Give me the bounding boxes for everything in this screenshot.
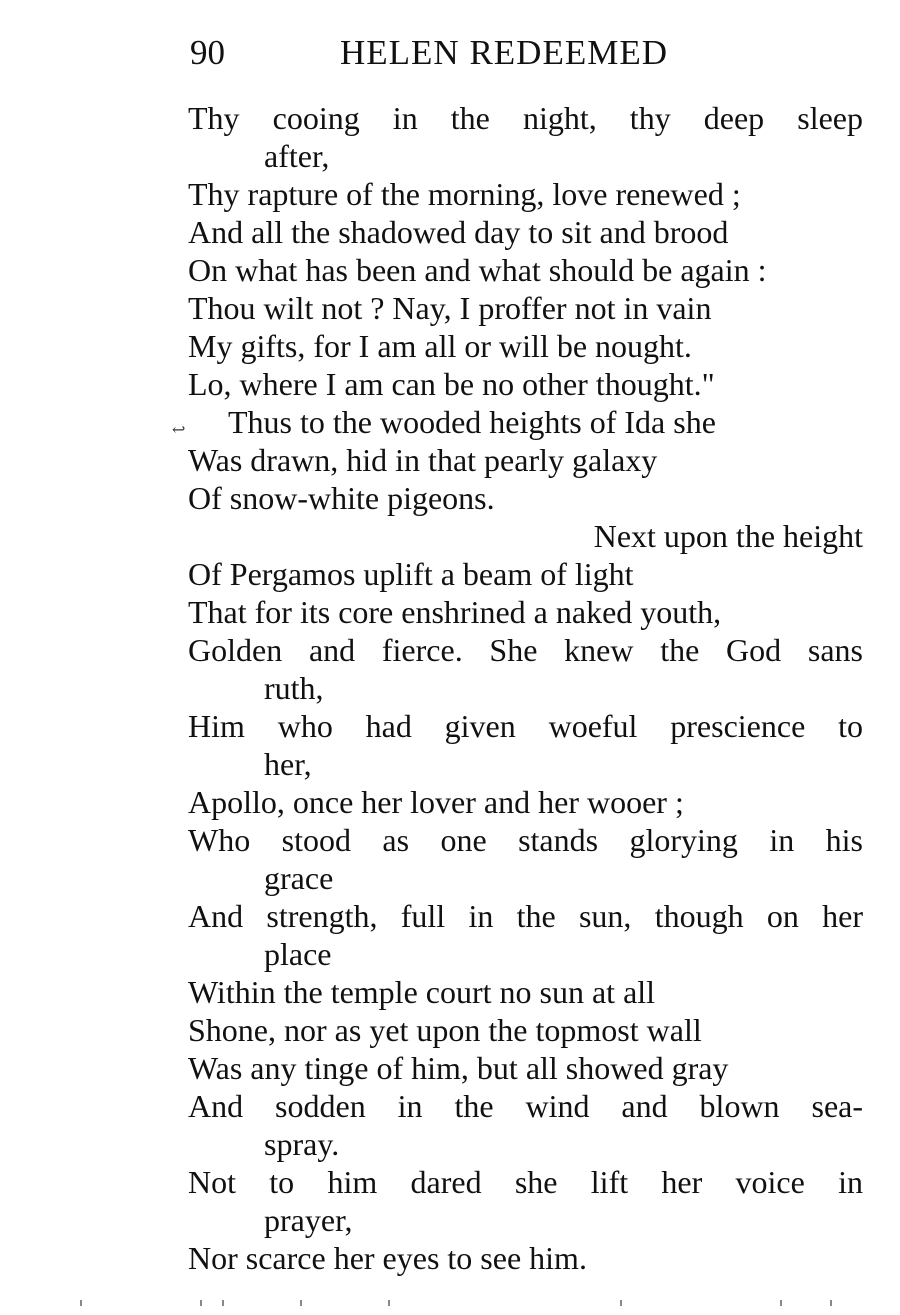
- poem-line: Was any tinge of him, but all showed gray: [188, 1050, 729, 1086]
- poem-line: And all the shadowed day to sit and brood: [188, 214, 729, 250]
- poem-line-continuation: ruth,: [264, 670, 324, 706]
- page-number: 90: [190, 33, 225, 72]
- poem-line: Thy rapture of the morning, love renewed ;: [188, 176, 741, 212]
- poem-line: Golden and fierce. She knew the God sans: [188, 632, 863, 668]
- poem-line: Of Pergamos uplift a beam of light: [188, 556, 634, 592]
- scan-speck: [222, 1300, 224, 1306]
- poem-line: Thou wilt not ? Nay, I proffer not in vain: [188, 290, 712, 326]
- poem-line: Thy cooing in the night, thy deep sleep: [188, 100, 863, 136]
- scan-speck: [780, 1300, 782, 1306]
- poem-line: And strength, full in the sun, though on her: [188, 898, 863, 934]
- poem-line: On what has been and what should be again :: [188, 252, 767, 288]
- poem-line: Not to him dared she lift her voice in: [188, 1164, 863, 1200]
- poem-line: My gifts, for I am all or will be nought.: [188, 328, 692, 364]
- poem-line: Lo, where I am can be no other thought.": [188, 366, 715, 402]
- poem-line: Nor scarce her eyes to see him.: [188, 1240, 587, 1276]
- poem-line-continuation: spray.: [264, 1126, 340, 1162]
- poem-line-continuation: her,: [264, 746, 312, 782]
- poem-line: Thus to the wooded heights of Ida she: [228, 404, 716, 440]
- poem-line: Was drawn, hid in that pearly galaxy: [188, 442, 658, 478]
- scan-speck: [620, 1300, 622, 1306]
- poem-line-continuation: grace: [264, 860, 334, 896]
- scan-speck: [830, 1300, 832, 1306]
- poem-line: And sodden in the wind and blown sea-: [188, 1088, 863, 1124]
- poem-text: [188, 99, 863, 1277]
- poem-line: Who stood as one stands glorying in his: [188, 822, 863, 858]
- poem-line-continuation: place: [264, 936, 332, 972]
- poem-line: Shone, nor as yet upon the topmost wall: [188, 1012, 702, 1048]
- running-header: [190, 28, 870, 78]
- poem-line: Of snow-white pigeons.: [188, 480, 495, 516]
- poem-line: Within the temple court no sun at all: [188, 974, 656, 1010]
- scan-speck: [200, 1300, 202, 1306]
- scan-speck: [80, 1300, 82, 1306]
- poem-line: Him who had given woeful prescience to: [188, 708, 863, 744]
- scan-speck: [388, 1300, 390, 1306]
- poem-line: Next upon the height: [593, 518, 863, 554]
- running-title: HELEN REDEEMED: [340, 33, 668, 72]
- poem-line: That for its core enshrined a naked youth,: [188, 594, 722, 630]
- scan-speck: [300, 1300, 302, 1306]
- poem-line-continuation: prayer,: [264, 1202, 353, 1238]
- margin-mark-icon: ↩: [172, 422, 186, 439]
- poem-line-continuation: after,: [264, 138, 330, 174]
- scan-specks: [0, 1300, 900, 1310]
- poem-line: Apollo, once her lover and her wooer ;: [188, 784, 684, 820]
